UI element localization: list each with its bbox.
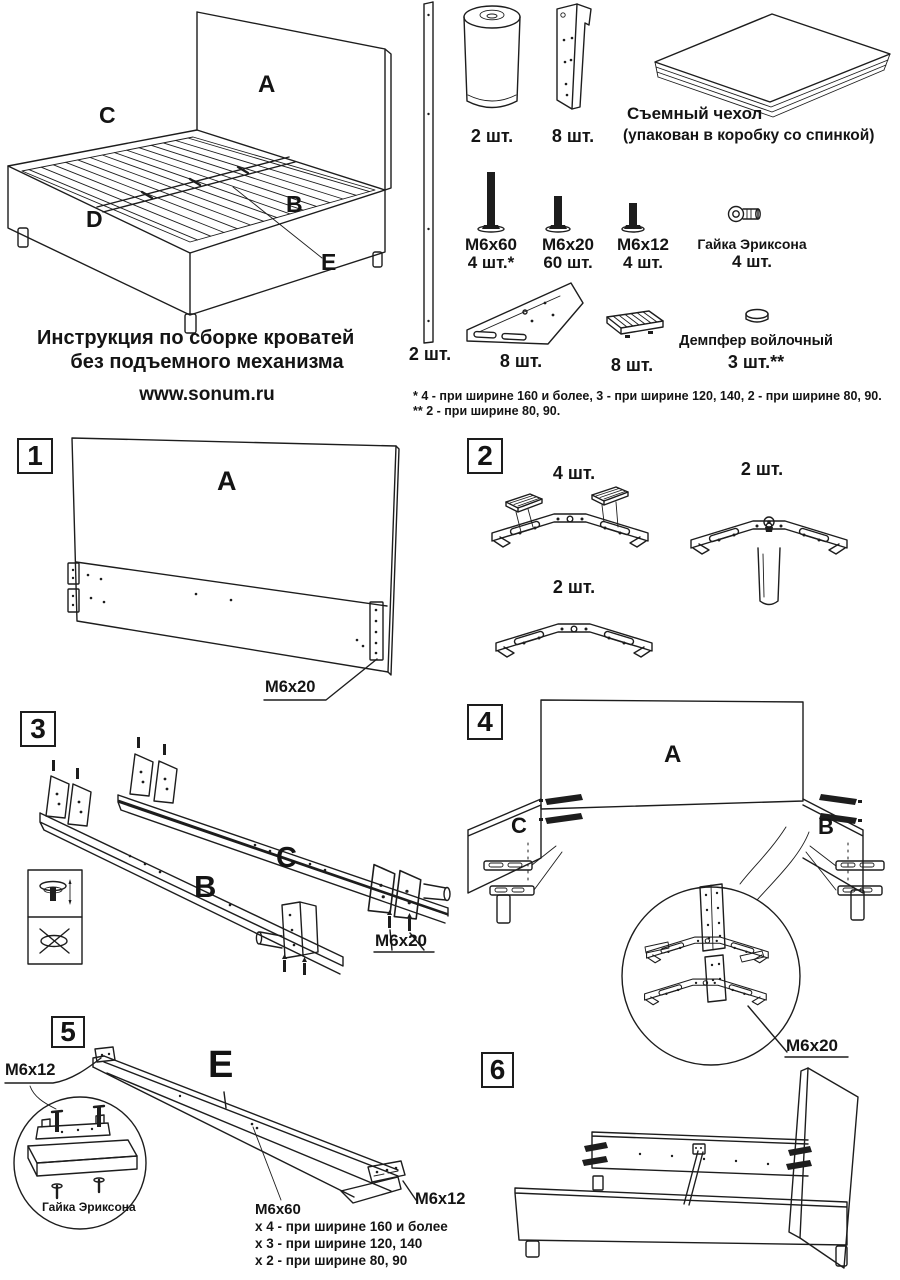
- step2-leg-plate-qty: 2 шт.: [740, 459, 784, 479]
- step5-bolt-center-label: M6x60: [255, 1201, 301, 1218]
- step2-plate-qty: 2 шт.: [552, 577, 596, 597]
- part-erikson-qty: 4 шт.: [732, 252, 772, 271]
- step1-panel-label: A: [217, 466, 237, 496]
- step5-bolt-right-label: M6x12: [415, 1190, 466, 1208]
- part-leg-drawing: [464, 6, 520, 108]
- part-cover-drawing: [655, 14, 890, 117]
- step1-bolt-label: M6x20: [265, 678, 316, 696]
- overview-label-b: B: [286, 191, 303, 217]
- part-metal-slat-drawing: [424, 2, 433, 343]
- step4-bolt-label: M6x20: [786, 1036, 838, 1055]
- website-link: www.sonum.ru: [139, 384, 275, 405]
- overview-label-e: E: [321, 249, 337, 275]
- step2-drawing: [492, 487, 847, 657]
- step1-number: 1: [17, 438, 53, 474]
- part-leg-qty: 2 шт.: [470, 126, 514, 146]
- part-corner-bracket-drawing: [557, 4, 591, 109]
- part-bolt-m6x20-icon: [546, 196, 570, 232]
- doc-title-line1: Инструкция по сборке кроватей: [37, 327, 355, 349]
- part-cover-name: Съемный чехол: [627, 104, 763, 123]
- overview-label-d: D: [86, 206, 103, 232]
- step3-bolt-label: M6x20: [375, 931, 427, 950]
- part-corner-plate-drawing: [467, 283, 583, 344]
- step3-rail-b-label: B: [194, 869, 217, 904]
- part-slat-holder-qty: 8 шт.: [610, 355, 654, 375]
- part-damper-qty: 3 шт.**: [727, 352, 785, 372]
- doc-title-line2: без подъемного механизма: [70, 351, 344, 373]
- part-bracket-qty: 8 шт.: [551, 126, 595, 146]
- step5-nut-label: Гайка Эриксона: [42, 1200, 136, 1214]
- part-erikson-nut-icon: [729, 207, 761, 222]
- bed-overview-drawing: [8, 12, 391, 333]
- part-damper-icon: [746, 310, 768, 323]
- step3-number: 3: [20, 711, 56, 747]
- footnote-2: ** 2 - при ширине 80, 90.: [413, 404, 561, 418]
- step4-panel-label: A: [664, 741, 682, 768]
- step4-number: 4: [467, 704, 503, 740]
- part-slat-qty: 2 шт.: [408, 344, 452, 364]
- part-m6x12-qty: 4 шт.: [623, 253, 663, 272]
- part-m6x60-name: M6x60: [465, 235, 517, 254]
- part-bolt-m6x60-icon: [478, 172, 504, 232]
- part-m6x12-name: M6x12: [617, 235, 669, 254]
- step5-bolt-left-label: M6x12: [5, 1061, 56, 1079]
- overview-label-c: C: [99, 102, 116, 128]
- part-damper-name: Демпфер войлочный: [679, 333, 833, 349]
- step2-number: 2: [467, 438, 503, 474]
- part-cover-note: (упакован в коробку со спинкой): [623, 127, 875, 144]
- step5-qty-note-1: x 4 - при ширине 160 и более: [255, 1219, 448, 1234]
- step6-drawing: [515, 1068, 858, 1268]
- overview-label-a: A: [258, 71, 276, 98]
- part-erikson-name: Гайка Эриксона: [697, 236, 807, 252]
- part-bolt-m6x12-icon: [622, 203, 644, 232]
- step3-rail-c-label: C: [276, 842, 297, 874]
- part-m6x60-qty: 4 шт.*: [467, 253, 515, 272]
- part-slat-holder-drawing: [607, 311, 663, 338]
- step4-rail-c-label: C: [511, 813, 527, 838]
- step5-qty-note-3: x 2 - при ширине 80, 90: [255, 1253, 408, 1268]
- part-m6x20-name: M6x20: [542, 235, 594, 254]
- step5-beam-label: E: [208, 1044, 234, 1086]
- step2-damper-qty: 4 шт.: [552, 463, 596, 483]
- footnote-1: * 4 - при ширине 160 и более, 3 - при ширине 120, 140, 2 - при ширине 80, 90.: [413, 389, 882, 403]
- step6-number: 6: [481, 1052, 514, 1088]
- step4-rail-b-label: B: [818, 814, 834, 839]
- part-m6x20-qty: 60 шт.: [543, 253, 593, 272]
- step5-number: 5: [51, 1016, 85, 1048]
- part-corner-plate-qty: 8 шт.: [499, 351, 543, 371]
- step5-qty-note-2: x 3 - при ширине 120, 140: [255, 1236, 423, 1251]
